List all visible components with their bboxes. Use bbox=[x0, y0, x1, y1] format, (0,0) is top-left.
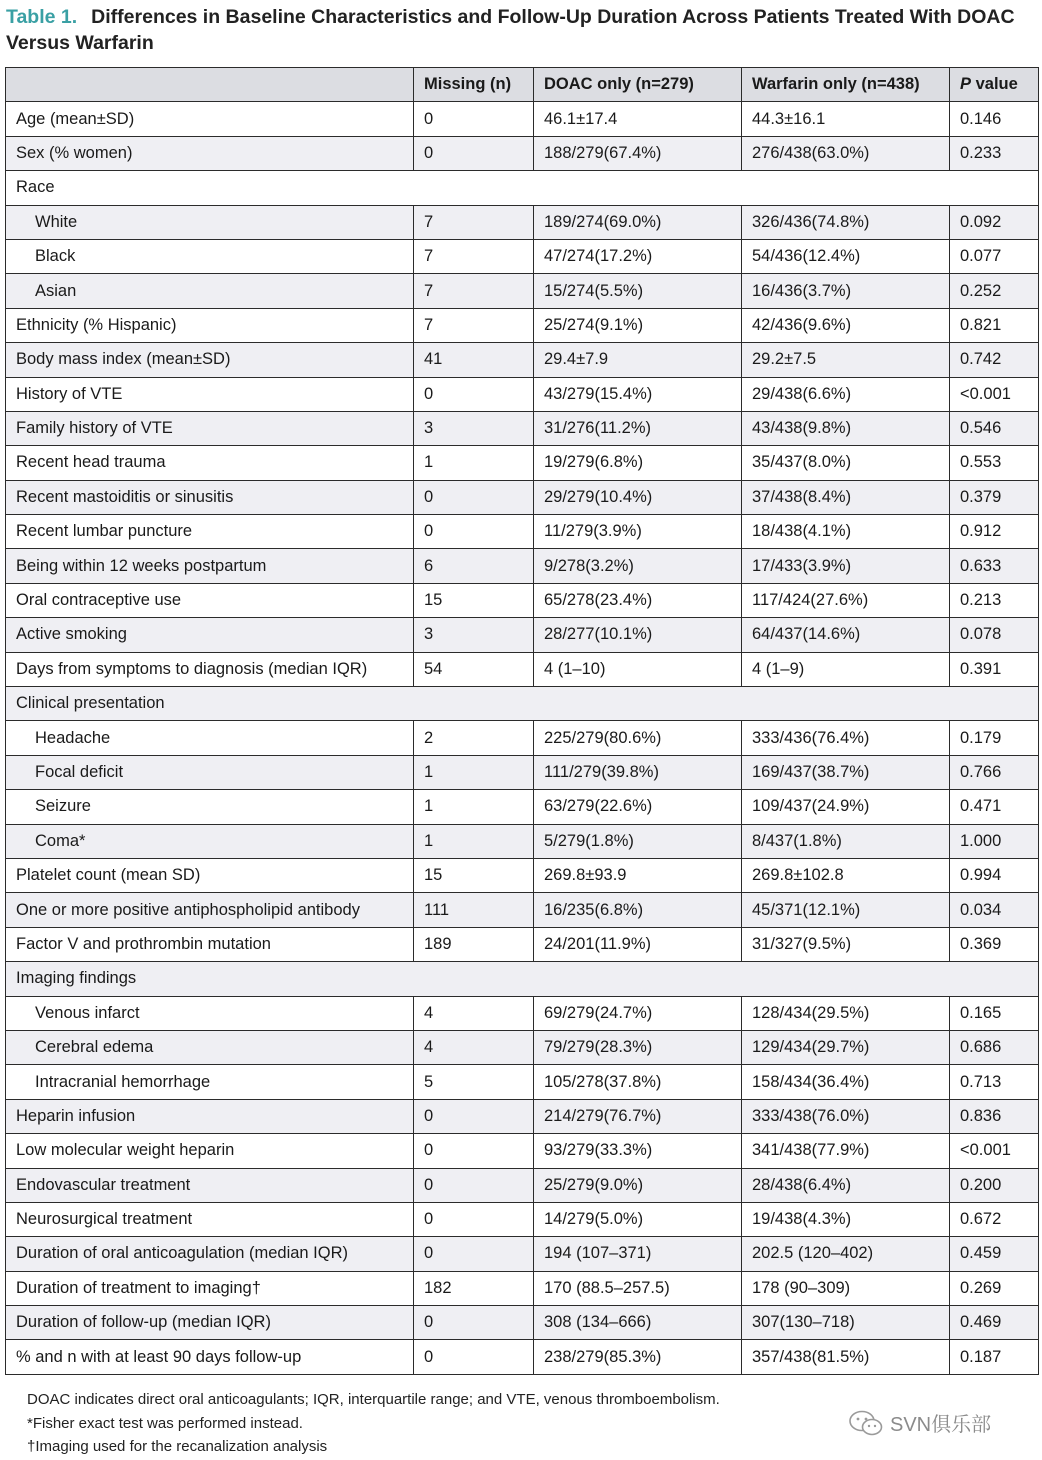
header-missing: Missing (n) bbox=[414, 68, 534, 102]
section-label: Imaging findings bbox=[6, 962, 1039, 996]
cell-doac: 63/279(22.6%) bbox=[534, 790, 742, 824]
cell-p-value: 0.633 bbox=[950, 549, 1039, 583]
cell-warfarin: 42/436(9.6%) bbox=[742, 308, 950, 342]
cell-doac: 194 (107–371) bbox=[534, 1237, 742, 1271]
cell-doac: 4 (1–10) bbox=[534, 652, 742, 686]
cell-missing: 0 bbox=[414, 515, 534, 549]
cell-doac: 14/279(5.0%) bbox=[534, 1202, 742, 1236]
table-row bbox=[6, 1030, 1039, 1064]
cell-doac: 31/276(11.2%) bbox=[534, 411, 742, 445]
cell-warfarin: 128/434(29.5%) bbox=[742, 996, 950, 1030]
cell-doac: 93/279(33.3%) bbox=[534, 1134, 742, 1168]
row-label: Duration of oral anticoagulation (median IQR) bbox=[6, 1237, 414, 1271]
cell-warfarin: 129/434(29.7%) bbox=[742, 1030, 950, 1064]
cell-warfarin: 31/327(9.5%) bbox=[742, 927, 950, 961]
cell-doac: 46.1±17.4 bbox=[534, 102, 742, 136]
row-label: Days from symptoms to diagnosis (median IQR) bbox=[6, 652, 414, 686]
cell-missing: 7 bbox=[414, 239, 534, 273]
row-label: Duration of follow-up (median IQR) bbox=[6, 1306, 414, 1340]
table-row bbox=[6, 446, 1039, 480]
cell-warfarin: 158/434(36.4%) bbox=[742, 1065, 950, 1099]
baseline-table bbox=[5, 67, 1039, 1375]
table-row bbox=[6, 652, 1039, 686]
cell-p-value: 0.179 bbox=[950, 721, 1039, 755]
cell-missing: 2 bbox=[414, 721, 534, 755]
cell-p-value: 0.469 bbox=[950, 1306, 1039, 1340]
cell-missing: 0 bbox=[414, 1134, 534, 1168]
cell-p-value: 0.836 bbox=[950, 1099, 1039, 1133]
cell-missing: 3 bbox=[414, 411, 534, 445]
watermark bbox=[848, 1408, 991, 1437]
table-row bbox=[6, 790, 1039, 824]
cell-p-value: 0.686 bbox=[950, 1030, 1039, 1064]
cell-missing: 54 bbox=[414, 652, 534, 686]
row-label: Factor V and prothrombin mutation bbox=[6, 927, 414, 961]
cell-warfarin: 8/437(1.8%) bbox=[742, 824, 950, 858]
cell-missing: 6 bbox=[414, 549, 534, 583]
cell-p-value: 0.252 bbox=[950, 274, 1039, 308]
cell-doac: 308 (134–666) bbox=[534, 1306, 742, 1340]
row-label: Headache bbox=[6, 721, 414, 755]
cell-p-value: 0.369 bbox=[950, 927, 1039, 961]
table-row bbox=[6, 136, 1039, 170]
cell-warfarin: 178 (90–309) bbox=[742, 1271, 950, 1305]
cell-warfarin: 44.3±16.1 bbox=[742, 102, 950, 136]
cell-missing: 1 bbox=[414, 755, 534, 789]
cell-doac: 269.8±93.9 bbox=[534, 858, 742, 892]
cell-missing: 0 bbox=[414, 480, 534, 514]
cell-missing: 1 bbox=[414, 790, 534, 824]
cell-missing: 7 bbox=[414, 205, 534, 239]
cell-warfarin: 64/437(14.6%) bbox=[742, 618, 950, 652]
cell-p-value: 0.766 bbox=[950, 755, 1039, 789]
table-row bbox=[6, 1306, 1039, 1340]
cell-doac: 47/274(17.2%) bbox=[534, 239, 742, 273]
cell-warfarin: 307(130–718) bbox=[742, 1306, 950, 1340]
row-label: Low molecular weight heparin bbox=[6, 1134, 414, 1168]
table-row bbox=[6, 583, 1039, 617]
cell-p-value: 0.672 bbox=[950, 1202, 1039, 1236]
row-label: Ethnicity (% Hispanic) bbox=[6, 308, 414, 342]
cell-p-value: 0.994 bbox=[950, 858, 1039, 892]
cell-p-value: 0.034 bbox=[950, 893, 1039, 927]
cell-doac: 29/279(10.4%) bbox=[534, 480, 742, 514]
cell-warfarin: 43/438(9.8%) bbox=[742, 411, 950, 445]
table-row bbox=[6, 1340, 1039, 1374]
table-row bbox=[6, 1237, 1039, 1271]
cell-doac: 69/279(24.7%) bbox=[534, 996, 742, 1030]
row-label: Venous infarct bbox=[6, 996, 414, 1030]
table-row bbox=[6, 239, 1039, 273]
cell-warfarin: 269.8±102.8 bbox=[742, 858, 950, 892]
row-label: Heparin infusion bbox=[6, 1099, 414, 1133]
cell-doac: 9/278(3.2%) bbox=[534, 549, 742, 583]
table-row bbox=[6, 755, 1039, 789]
cell-p-value: 0.078 bbox=[950, 618, 1039, 652]
cell-p-value: 0.379 bbox=[950, 480, 1039, 514]
table-title bbox=[6, 4, 1036, 56]
row-label: Cerebral edema bbox=[6, 1030, 414, 1064]
cell-p-value: 0.391 bbox=[950, 652, 1039, 686]
cell-missing: 15 bbox=[414, 583, 534, 617]
cell-warfarin: 326/436(74.8%) bbox=[742, 205, 950, 239]
table-section-row bbox=[6, 171, 1039, 205]
cell-doac: 29.4±7.9 bbox=[534, 343, 742, 377]
cell-p-value: 1.000 bbox=[950, 824, 1039, 858]
row-label: Endovascular treatment bbox=[6, 1168, 414, 1202]
cell-doac: 25/279(9.0%) bbox=[534, 1168, 742, 1202]
cell-doac: 188/279(67.4%) bbox=[534, 136, 742, 170]
cell-p-value: 0.713 bbox=[950, 1065, 1039, 1099]
table-header-row bbox=[6, 68, 1039, 102]
row-label: Being within 12 weeks postpartum bbox=[6, 549, 414, 583]
table-row bbox=[6, 549, 1039, 583]
cell-p-value: 0.912 bbox=[950, 515, 1039, 549]
cell-missing: 0 bbox=[414, 377, 534, 411]
table-row bbox=[6, 893, 1039, 927]
cell-missing: 0 bbox=[414, 1202, 534, 1236]
cell-doac: 11/279(3.9%) bbox=[534, 515, 742, 549]
cell-doac: 43/279(15.4%) bbox=[534, 377, 742, 411]
table-row bbox=[6, 411, 1039, 445]
header-p-value: P value bbox=[950, 68, 1039, 102]
cell-p-value: <0.001 bbox=[950, 1134, 1039, 1168]
table-row bbox=[6, 1099, 1039, 1133]
cell-missing: 7 bbox=[414, 308, 534, 342]
row-label: Sex (% women) bbox=[6, 136, 414, 170]
cell-warfarin: 109/437(24.9%) bbox=[742, 790, 950, 824]
cell-warfarin: 276/438(63.0%) bbox=[742, 136, 950, 170]
cell-warfarin: 202.5 (120–402) bbox=[742, 1237, 950, 1271]
cell-doac: 15/274(5.5%) bbox=[534, 274, 742, 308]
table-row bbox=[6, 102, 1039, 136]
row-label: Age (mean±SD) bbox=[6, 102, 414, 136]
cell-missing: 7 bbox=[414, 274, 534, 308]
cell-warfarin: 18/438(4.1%) bbox=[742, 515, 950, 549]
row-label: Active smoking bbox=[6, 618, 414, 652]
cell-missing: 0 bbox=[414, 136, 534, 170]
table-row bbox=[6, 721, 1039, 755]
wechat-icon bbox=[848, 1409, 884, 1437]
table-label: Table 1. bbox=[6, 6, 78, 28]
table-row bbox=[6, 377, 1039, 411]
cell-doac: 65/278(23.4%) bbox=[534, 583, 742, 617]
cell-doac: 105/278(37.8%) bbox=[534, 1065, 742, 1099]
row-label: Family history of VTE bbox=[6, 411, 414, 445]
row-label: Asian bbox=[6, 274, 414, 308]
cell-p-value: 0.459 bbox=[950, 1237, 1039, 1271]
cell-warfarin: 341/438(77.9%) bbox=[742, 1134, 950, 1168]
cell-missing: 15 bbox=[414, 858, 534, 892]
cell-warfarin: 16/436(3.7%) bbox=[742, 274, 950, 308]
row-label: Black bbox=[6, 239, 414, 273]
cell-doac: 225/279(80.6%) bbox=[534, 721, 742, 755]
row-label: Focal deficit bbox=[6, 755, 414, 789]
cell-p-value: 0.092 bbox=[950, 205, 1039, 239]
table-row bbox=[6, 927, 1039, 961]
cell-p-value: <0.001 bbox=[950, 377, 1039, 411]
row-label: Intracranial hemorrhage bbox=[6, 1065, 414, 1099]
cell-p-value: 0.553 bbox=[950, 446, 1039, 480]
cell-missing: 0 bbox=[414, 1340, 534, 1374]
cell-doac: 238/279(85.3%) bbox=[534, 1340, 742, 1374]
table-section-row bbox=[6, 687, 1039, 721]
cell-warfarin: 35/437(8.0%) bbox=[742, 446, 950, 480]
table-row bbox=[6, 996, 1039, 1030]
footnote-imaging: †Imaging used for the recanalization analysis bbox=[27, 1438, 328, 1455]
row-label: Body mass index (mean±SD) bbox=[6, 343, 414, 377]
row-label: % and n with at least 90 days follow-up bbox=[6, 1340, 414, 1374]
table-row bbox=[6, 205, 1039, 239]
row-label: Platelet count (mean SD) bbox=[6, 858, 414, 892]
row-label: Neurosurgical treatment bbox=[6, 1202, 414, 1236]
cell-p-value: 0.200 bbox=[950, 1168, 1039, 1202]
cell-missing: 0 bbox=[414, 1306, 534, 1340]
table-title-text: Differences in Baseline Characteristics and Follow-Up Duration Across Patients Treated With DOAC Versus Warfarin bbox=[6, 6, 1015, 54]
cell-missing: 1 bbox=[414, 446, 534, 480]
cell-doac: 5/279(1.8%) bbox=[534, 824, 742, 858]
table-section-row bbox=[6, 962, 1039, 996]
cell-warfarin: 333/438(76.0%) bbox=[742, 1099, 950, 1133]
cell-warfarin: 169/437(38.7%) bbox=[742, 755, 950, 789]
cell-warfarin: 54/436(12.4%) bbox=[742, 239, 950, 273]
cell-p-value: 0.233 bbox=[950, 136, 1039, 170]
cell-doac: 19/279(6.8%) bbox=[534, 446, 742, 480]
row-label: History of VTE bbox=[6, 377, 414, 411]
row-label: Oral contraceptive use bbox=[6, 583, 414, 617]
footnote-abbreviations: DOAC indicates direct oral anticoagulants; IQR, interquartile range; and VTE, venous thromboembolism. bbox=[27, 1391, 720, 1408]
table-row bbox=[6, 308, 1039, 342]
cell-warfarin: 29/438(6.6%) bbox=[742, 377, 950, 411]
cell-warfarin: 4 (1–9) bbox=[742, 652, 950, 686]
cell-missing: 182 bbox=[414, 1271, 534, 1305]
cell-missing: 0 bbox=[414, 1168, 534, 1202]
cell-doac: 189/274(69.0%) bbox=[534, 205, 742, 239]
cell-missing: 111 bbox=[414, 893, 534, 927]
cell-p-value: 0.471 bbox=[950, 790, 1039, 824]
cell-missing: 41 bbox=[414, 343, 534, 377]
cell-p-value: 0.077 bbox=[950, 239, 1039, 273]
cell-warfarin: 117/424(27.6%) bbox=[742, 583, 950, 617]
row-label: Duration of treatment to imaging† bbox=[6, 1271, 414, 1305]
header-warfarin: Warfarin only (n=438) bbox=[742, 68, 950, 102]
cell-doac: 214/279(76.7%) bbox=[534, 1099, 742, 1133]
table-row bbox=[6, 480, 1039, 514]
cell-doac: 28/277(10.1%) bbox=[534, 618, 742, 652]
cell-warfarin: 28/438(6.4%) bbox=[742, 1168, 950, 1202]
table-row bbox=[6, 824, 1039, 858]
cell-p-value: 0.821 bbox=[950, 308, 1039, 342]
cell-missing: 1 bbox=[414, 824, 534, 858]
cell-p-value: 0.146 bbox=[950, 102, 1039, 136]
table-row bbox=[6, 343, 1039, 377]
row-label: Seizure bbox=[6, 790, 414, 824]
row-label: White bbox=[6, 205, 414, 239]
cell-missing: 3 bbox=[414, 618, 534, 652]
cell-p-value: 0.187 bbox=[950, 1340, 1039, 1374]
cell-p-value: 0.742 bbox=[950, 343, 1039, 377]
table-row bbox=[6, 1134, 1039, 1168]
cell-missing: 189 bbox=[414, 927, 534, 961]
cell-doac: 79/279(28.3%) bbox=[534, 1030, 742, 1064]
table-footnotes bbox=[27, 1388, 720, 1459]
footnote-fisher: *Fisher exact test was performed instead. bbox=[27, 1414, 303, 1432]
table-row bbox=[6, 515, 1039, 549]
cell-p-value: 0.269 bbox=[950, 1271, 1039, 1305]
table-row bbox=[6, 274, 1039, 308]
section-label: Race bbox=[6, 171, 1039, 205]
cell-warfarin: 37/438(8.4%) bbox=[742, 480, 950, 514]
table-body bbox=[6, 102, 1039, 1374]
row-label: Recent head trauma bbox=[6, 446, 414, 480]
cell-warfarin: 357/438(81.5%) bbox=[742, 1340, 950, 1374]
cell-missing: 0 bbox=[414, 1237, 534, 1271]
cell-doac: 170 (88.5–257.5) bbox=[534, 1271, 742, 1305]
cell-missing: 0 bbox=[414, 102, 534, 136]
header-characteristic bbox=[6, 68, 414, 102]
watermark-text: SVN俱乐部 bbox=[890, 1414, 992, 1436]
cell-p-value: 0.165 bbox=[950, 996, 1039, 1030]
cell-missing: 0 bbox=[414, 1099, 534, 1133]
header-doac: DOAC only (n=279) bbox=[534, 68, 742, 102]
table-row bbox=[6, 858, 1039, 892]
table-row bbox=[6, 1271, 1039, 1305]
cell-warfarin: 19/438(4.3%) bbox=[742, 1202, 950, 1236]
section-label: Clinical presentation bbox=[6, 687, 1039, 721]
table-row bbox=[6, 1168, 1039, 1202]
cell-warfarin: 29.2±7.5 bbox=[742, 343, 950, 377]
cell-warfarin: 333/436(76.4%) bbox=[742, 721, 950, 755]
row-label: Coma* bbox=[6, 824, 414, 858]
row-label: Recent mastoiditis or sinusitis bbox=[6, 480, 414, 514]
table-row bbox=[6, 618, 1039, 652]
cell-doac: 24/201(11.9%) bbox=[534, 927, 742, 961]
cell-missing: 4 bbox=[414, 1030, 534, 1064]
cell-warfarin: 17/433(3.9%) bbox=[742, 549, 950, 583]
cell-warfarin: 45/371(12.1%) bbox=[742, 893, 950, 927]
cell-missing: 4 bbox=[414, 996, 534, 1030]
table-row bbox=[6, 1065, 1039, 1099]
table-row bbox=[6, 1202, 1039, 1236]
cell-doac: 111/279(39.8%) bbox=[534, 755, 742, 789]
cell-doac: 16/235(6.8%) bbox=[534, 893, 742, 927]
cell-p-value: 0.213 bbox=[950, 583, 1039, 617]
row-label: One or more positive antiphospholipid antibody bbox=[6, 893, 414, 927]
cell-p-value: 0.546 bbox=[950, 411, 1039, 445]
row-label: Recent lumbar puncture bbox=[6, 515, 414, 549]
cell-doac: 25/274(9.1%) bbox=[534, 308, 742, 342]
cell-missing: 5 bbox=[414, 1065, 534, 1099]
